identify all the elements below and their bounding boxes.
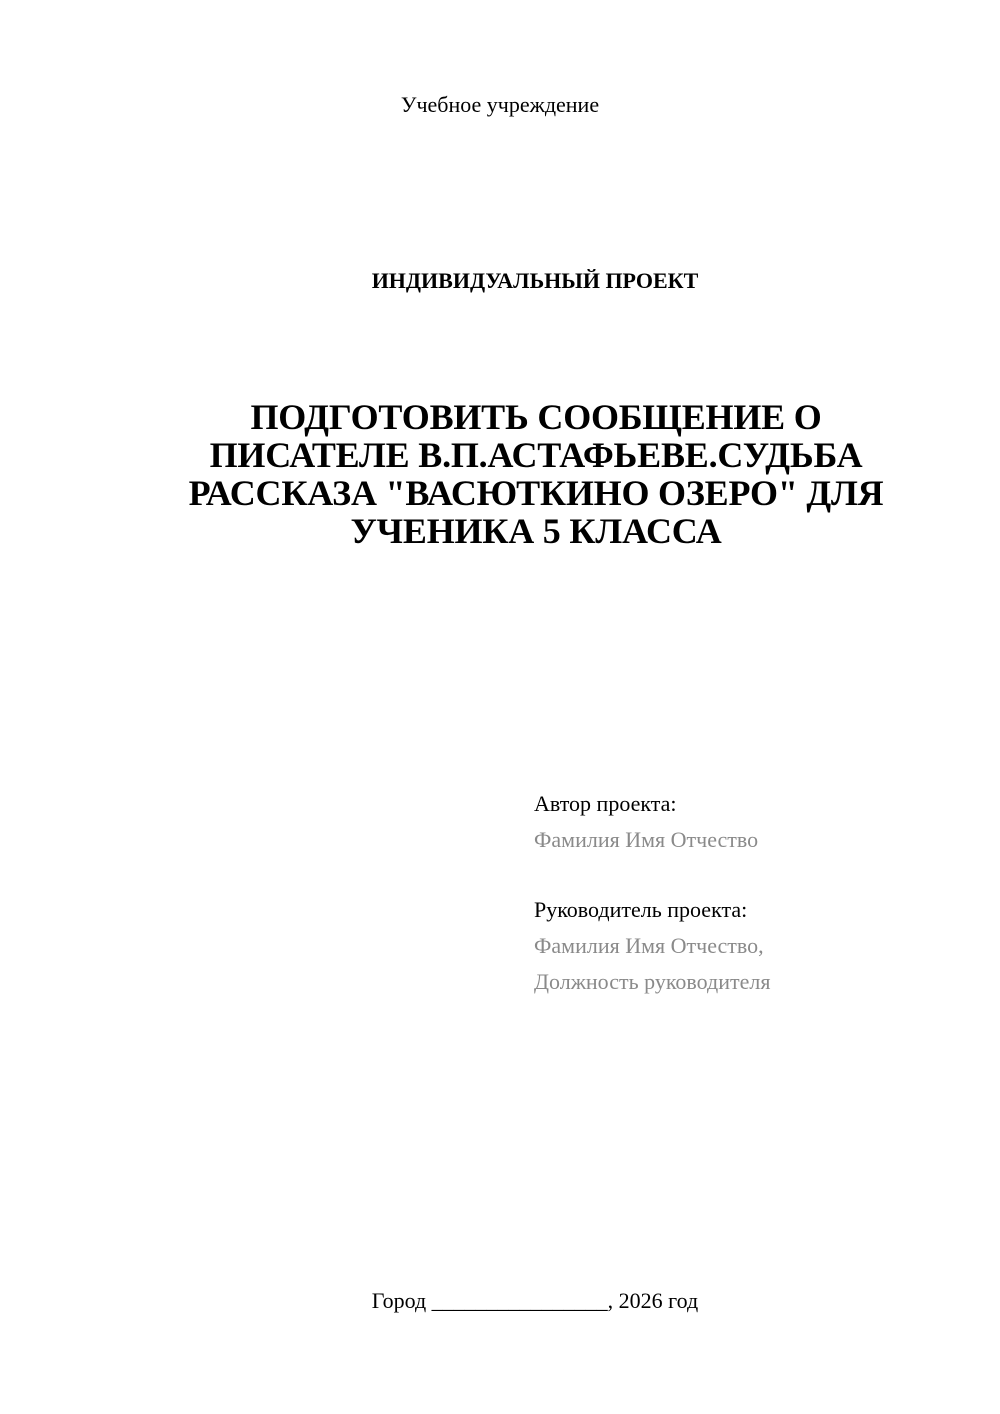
city-label: Город — [371, 1288, 427, 1313]
project-title-line: ПИСАТЕЛЕ В.П.АСТАФЬЕВЕ.СУДЬБА — [209, 435, 863, 475]
author-block — [534, 786, 758, 858]
project-title-line: УЧЕНИКА 5 КЛАССА — [350, 511, 722, 551]
author-name: Фамилия Имя Отчество — [534, 827, 759, 852]
supervisor-block — [534, 892, 770, 1000]
supervisor-label: Руководитель проекта: — [534, 897, 748, 922]
project-title-line: ПОДГОТОВИТЬ СООБЩЕНИЕ О — [250, 397, 822, 437]
project-title-line: РАССКАЗА "ВАСЮТКИНО ОЗЕРО" ДЛЯ — [188, 473, 884, 513]
supervisor-position: Должность руководителя — [534, 969, 771, 994]
project-type-heading: ИНДИВИДУАЛЬНЫЙ ПРОЕКТ — [371, 268, 699, 293]
city-year-line — [0, 1288, 1000, 1314]
supervisor-name: Фамилия Имя Отчество, — [534, 933, 764, 958]
institution-name: Учебное учреждение — [400, 92, 600, 117]
year-text: , 2026 год — [607, 1288, 699, 1313]
city-blank: ________________ — [431, 1288, 608, 1313]
author-label: Автор проекта: — [534, 791, 677, 816]
project-title — [150, 398, 922, 550]
